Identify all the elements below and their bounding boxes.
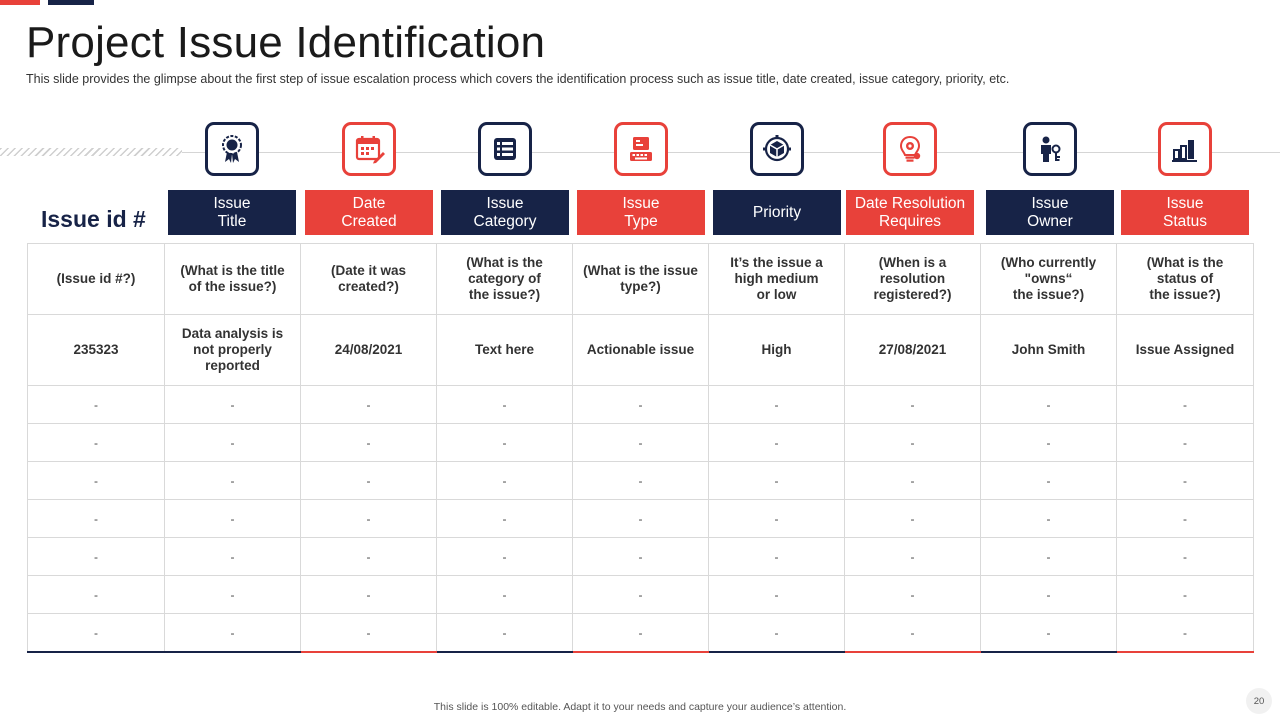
table-cell: - xyxy=(1117,576,1254,614)
table-cell: - xyxy=(437,500,573,538)
column-header-issue-owner xyxy=(982,122,1118,236)
bar-chart-icon xyxy=(1158,122,1212,176)
table-cell: (Date it was created?) xyxy=(301,244,437,315)
table-cell: - xyxy=(981,614,1117,653)
keyboard-terminal-icon xyxy=(614,122,668,176)
table-cell: - xyxy=(28,576,165,614)
table-cell: Text here xyxy=(437,315,573,386)
column-label: Date Created xyxy=(305,190,433,235)
table-cell: - xyxy=(845,386,981,424)
table-cell: - xyxy=(1117,424,1254,462)
person-key-icon xyxy=(1023,122,1077,176)
table-cell: - xyxy=(845,576,981,614)
table-cell: - xyxy=(301,538,437,576)
table-cell: - xyxy=(28,614,165,653)
table-cell: Actionable issue xyxy=(573,315,709,386)
issue-id-label: Issue id # xyxy=(41,206,146,232)
page-subtitle: This slide provides the glimpse about the first step of issue escalation process which covers the identification process such as issue title, date created, issue category, priority, etc. xyxy=(26,72,1010,86)
table-cell: - xyxy=(1117,500,1254,538)
table-cell: High xyxy=(709,315,845,386)
table-cell: Issue Assigned xyxy=(1117,315,1254,386)
table-cell: - xyxy=(709,576,845,614)
table-cell: It’s the issue a high medium or low xyxy=(709,244,845,315)
table-cell: - xyxy=(709,462,845,500)
table-cell: (When is a resolution registered?) xyxy=(845,244,981,315)
column-header-issue-status xyxy=(1117,122,1253,236)
table-cell: - xyxy=(845,424,981,462)
table-cell: - xyxy=(1117,462,1254,500)
column-label: Issue Owner xyxy=(986,190,1114,235)
table-cell: - xyxy=(981,386,1117,424)
table-cell: - xyxy=(437,538,573,576)
table-cell: - xyxy=(28,462,165,500)
column-label: Issue Title xyxy=(168,190,296,235)
table-row xyxy=(28,614,1254,653)
column-label: Issue Category xyxy=(441,190,569,235)
table-cell: (What is the status of the issue?) xyxy=(1117,244,1254,315)
table-cell: - xyxy=(1117,386,1254,424)
table-cell: - xyxy=(28,500,165,538)
description-row xyxy=(28,244,1254,315)
table-row xyxy=(28,462,1254,500)
table-cell: - xyxy=(573,424,709,462)
table-cell: - xyxy=(165,576,301,614)
table-row xyxy=(28,386,1254,424)
table-row xyxy=(28,576,1254,614)
table-cell: - xyxy=(301,614,437,653)
table-cell: - xyxy=(709,500,845,538)
table-cell: John Smith xyxy=(981,315,1117,386)
table-cell: - xyxy=(28,424,165,462)
table-cell: 27/08/2021 xyxy=(845,315,981,386)
target-gear-icon xyxy=(750,122,804,176)
issue-table xyxy=(27,243,1254,653)
top-accent-navy xyxy=(48,0,94,5)
footer-note: This slide is 100% editable. Adapt it to your needs and capture your audience’s attention. xyxy=(433,701,847,713)
table-row xyxy=(28,500,1254,538)
table-cell: - xyxy=(437,424,573,462)
table-cell: - xyxy=(1117,614,1254,653)
table-cell: - xyxy=(165,424,301,462)
column-label: Priority xyxy=(713,190,841,235)
table-cell: (Who currently "owns“ the issue?) xyxy=(981,244,1117,315)
table-cell: - xyxy=(573,538,709,576)
table-cell: - xyxy=(845,538,981,576)
table-cell: - xyxy=(845,462,981,500)
column-header-issue-title xyxy=(164,122,300,236)
table-cell: - xyxy=(981,538,1117,576)
table-cell: - xyxy=(28,386,165,424)
table-cell: (What is the issue type?) xyxy=(573,244,709,315)
table-cell: - xyxy=(573,386,709,424)
page-title: Project Issue Identification xyxy=(26,18,546,67)
list-icon xyxy=(478,122,532,176)
table-cell: - xyxy=(301,424,437,462)
column-header-priority xyxy=(709,122,845,236)
table-cell: - xyxy=(573,500,709,538)
table-cell: - xyxy=(437,462,573,500)
column-header-issue-category xyxy=(437,122,573,236)
table-cell: - xyxy=(437,576,573,614)
table-cell: - xyxy=(437,614,573,653)
table-row xyxy=(28,424,1254,462)
page-number: 20 xyxy=(1246,688,1272,714)
column-label: Date Resolution Requires xyxy=(846,190,974,235)
table-cell: - xyxy=(573,462,709,500)
table-cell: - xyxy=(301,462,437,500)
top-accent-red xyxy=(0,0,40,5)
table-cell: 235323 xyxy=(28,315,165,386)
table-cell: - xyxy=(165,462,301,500)
table-cell: - xyxy=(981,576,1117,614)
table-cell: - xyxy=(301,386,437,424)
table-cell: - xyxy=(709,424,845,462)
column-header-date-resolution xyxy=(842,122,978,236)
table-cell: Data analysis is not properly reported xyxy=(165,315,301,386)
table-cell: (What is the category of the issue?) xyxy=(437,244,573,315)
table-cell: - xyxy=(981,462,1117,500)
table-cell: 24/08/2021 xyxy=(301,315,437,386)
hatched-divider xyxy=(0,148,182,156)
table-cell: - xyxy=(573,614,709,653)
calendar-edit-icon xyxy=(342,122,396,176)
table-cell: - xyxy=(165,386,301,424)
table-cell: - xyxy=(845,500,981,538)
table-cell: - xyxy=(301,576,437,614)
table-cell: - xyxy=(437,386,573,424)
table-cell: - xyxy=(709,386,845,424)
column-header-date-created xyxy=(301,122,437,236)
table-cell: - xyxy=(981,424,1117,462)
table-cell: - xyxy=(165,614,301,653)
table-cell: - xyxy=(709,614,845,653)
column-label: Issue Status xyxy=(1121,190,1249,235)
lightbulb-gear-icon xyxy=(883,122,937,176)
column-header-issue-type xyxy=(573,122,709,236)
table-cell: - xyxy=(28,538,165,576)
table-cell: - xyxy=(709,538,845,576)
sample-row xyxy=(28,315,1254,386)
table-cell: (What is the title of the issue?) xyxy=(165,244,301,315)
table-row xyxy=(28,538,1254,576)
table-cell: - xyxy=(165,500,301,538)
table-cell: - xyxy=(165,538,301,576)
award-ribbon-icon xyxy=(205,122,259,176)
table-cell: - xyxy=(845,614,981,653)
table-cell: - xyxy=(1117,538,1254,576)
table-cell: - xyxy=(981,500,1117,538)
table-cell: - xyxy=(301,500,437,538)
table-cell: (Issue id #?) xyxy=(28,244,165,315)
column-label: Issue Type xyxy=(577,190,705,235)
table-cell: - xyxy=(573,576,709,614)
